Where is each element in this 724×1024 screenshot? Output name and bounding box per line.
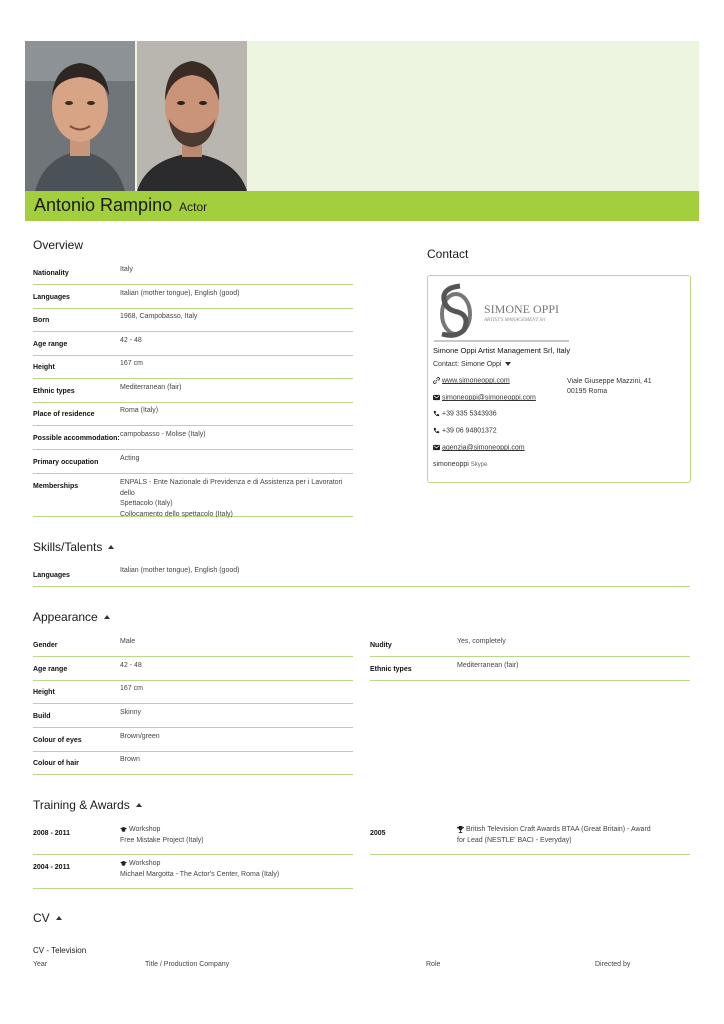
row-label: Nationality bbox=[33, 270, 69, 277]
row-value: Mediterranean (fair) bbox=[457, 662, 519, 669]
row-label: Build bbox=[33, 713, 51, 720]
overview-row bbox=[33, 454, 353, 474]
cv-column-title: Title / Production Company bbox=[145, 961, 230, 968]
training-type-line bbox=[120, 825, 353, 836]
cv-column-director: Directed by bbox=[595, 961, 631, 968]
training-detail: Michael Margotta - The Actor's Center, Roma (Italy) bbox=[120, 870, 280, 878]
email-icon bbox=[433, 444, 440, 451]
membership-line: Collocamento dello spettacolo (Italy) bbox=[120, 510, 233, 518]
collapse-icon bbox=[108, 545, 114, 549]
overview-row bbox=[33, 383, 353, 403]
profile-role: Actor bbox=[179, 200, 208, 214]
award-title: British Television Craft Awards BTAA (Great Britain) - Award bbox=[466, 826, 651, 833]
overview-heading: Overview bbox=[33, 238, 84, 252]
row-value: Roma (Italy) bbox=[120, 407, 159, 414]
email-link[interactable]: simoneoppi@simoneoppi.com bbox=[442, 394, 536, 402]
row-label: Colour of hair bbox=[33, 760, 79, 767]
contact-person: Contact: Simone Oppi bbox=[433, 361, 502, 368]
appearance-row bbox=[370, 661, 690, 681]
email-row bbox=[433, 394, 536, 401]
cv-title: CV bbox=[33, 911, 50, 925]
skills-row bbox=[33, 567, 690, 587]
cv-section-title: CV - Television bbox=[33, 946, 87, 955]
row-value: Male bbox=[120, 638, 136, 645]
training-type: Workshop bbox=[129, 826, 161, 833]
email-icon bbox=[433, 394, 440, 401]
overview-row bbox=[33, 406, 353, 426]
website-row bbox=[433, 377, 510, 384]
skype-label: Skype bbox=[470, 462, 488, 468]
appearance-row bbox=[33, 637, 353, 657]
website-link[interactable]: www.simoneoppi.com bbox=[442, 377, 510, 385]
overview-row-memberships bbox=[33, 478, 353, 517]
cv-column-role: Role bbox=[426, 961, 441, 968]
row-label: Nudity bbox=[370, 642, 392, 649]
graduation-cap-icon bbox=[120, 826, 127, 833]
row-value: Brown bbox=[120, 756, 140, 763]
row-value: Yes, completely bbox=[457, 638, 506, 645]
skills-title: Skills/Talents bbox=[33, 540, 103, 554]
contact-heading: Contact bbox=[427, 247, 469, 261]
agency-logo-sub: ARTIST'S MANAGEMENT Srl bbox=[484, 318, 546, 323]
training-detail: Free Mistake Project (Italy) bbox=[120, 836, 204, 844]
phone-icon bbox=[433, 410, 440, 417]
row-value: Acting bbox=[120, 455, 140, 462]
collapse-icon bbox=[136, 803, 142, 807]
row-value: Italian (mother tongue), English (good) bbox=[120, 290, 240, 297]
row-label: Height bbox=[33, 689, 55, 696]
appearance-title: Appearance bbox=[33, 610, 98, 624]
overview-row bbox=[33, 336, 353, 356]
trophy-icon bbox=[457, 826, 464, 833]
cv-column-year: Year bbox=[33, 961, 48, 968]
training-details bbox=[120, 825, 353, 846]
profile-name: Antonio Rampino bbox=[34, 195, 173, 215]
contact-person-dropdown[interactable] bbox=[433, 361, 511, 368]
membership-line: ENPALS - Ente Nazionale di Previdenza e di Assistenza per i Lavoratori dello bbox=[120, 479, 343, 497]
email-link[interactable]: agenzia@simoneoppi.com bbox=[442, 444, 525, 452]
overview-row bbox=[33, 359, 353, 379]
address-line: 00195 Roma bbox=[567, 388, 608, 395]
row-value: campobasso - Molise (Italy) bbox=[120, 431, 206, 438]
row-value: Italian (mother tongue), English (good) bbox=[120, 567, 240, 574]
email-row bbox=[433, 444, 525, 451]
training-details bbox=[120, 859, 353, 880]
appearance-heading[interactable] bbox=[33, 610, 110, 624]
appearance-row bbox=[33, 732, 353, 752]
agency-logo[interactable] bbox=[434, 282, 569, 342]
award-year: 2005 bbox=[370, 830, 386, 837]
row-value: Skinny bbox=[120, 709, 142, 716]
row-value: Italy bbox=[120, 266, 133, 273]
row-value: Brown/green bbox=[120, 733, 160, 740]
address bbox=[567, 377, 652, 397]
award-item bbox=[370, 825, 690, 855]
training-type: Workshop bbox=[129, 860, 161, 867]
row-value: 1968, Campobasso, Italy bbox=[120, 313, 198, 320]
name-bar bbox=[25, 191, 699, 221]
skills-heading[interactable] bbox=[33, 540, 114, 554]
row-label: Height bbox=[33, 364, 55, 371]
row-label: Gender bbox=[33, 642, 58, 649]
cv-heading[interactable] bbox=[33, 911, 62, 925]
link-icon bbox=[433, 377, 440, 384]
row-value: Mediterranean (fair) bbox=[120, 384, 182, 391]
contact-card bbox=[427, 275, 691, 483]
row-label: Languages bbox=[33, 294, 70, 301]
overview-row bbox=[33, 312, 353, 332]
profile-name-heading bbox=[34, 195, 207, 216]
phone-icon bbox=[433, 427, 440, 434]
row-label: Languages bbox=[33, 572, 70, 579]
chevron-down-icon bbox=[505, 362, 511, 366]
training-title: Training & Awards bbox=[33, 798, 130, 812]
appearance-row bbox=[33, 755, 353, 775]
appearance-row bbox=[33, 708, 353, 728]
membership-line: Spettacolo (Italy) bbox=[120, 500, 173, 507]
award-line-2: for Lead (NESTLE' BACI - Everyday) bbox=[457, 836, 572, 844]
training-heading[interactable] bbox=[33, 798, 142, 812]
row-label: Place of residence bbox=[33, 411, 95, 418]
training-item bbox=[33, 825, 353, 855]
graduation-cap-icon bbox=[120, 860, 127, 867]
address-line: Viale Giuseppe Mazzini, 41 bbox=[567, 378, 652, 385]
headshot-photo-1[interactable] bbox=[25, 41, 135, 191]
appearance-row bbox=[370, 637, 690, 657]
row-label: Born bbox=[33, 317, 50, 324]
row-label: Ethnic types bbox=[33, 388, 75, 395]
row-label: Age range bbox=[33, 666, 68, 673]
overview-row bbox=[33, 289, 353, 309]
phone-row bbox=[433, 427, 497, 434]
award-line-1 bbox=[457, 825, 690, 836]
overview-row bbox=[33, 430, 353, 450]
row-value: 42 - 48 bbox=[120, 337, 142, 344]
phone-row bbox=[433, 410, 497, 417]
row-label: Ethnic types bbox=[370, 666, 412, 673]
row-value: 167 cm bbox=[120, 360, 143, 367]
row-label: Primary occupation bbox=[33, 459, 99, 466]
agency-name: Simone Oppi Artist Management Srl, Italy bbox=[433, 346, 571, 355]
row-label: Age range bbox=[33, 341, 68, 348]
row-label: Possible accommodation: bbox=[33, 435, 120, 442]
phone-number[interactable]: +39 06 94801372 bbox=[442, 427, 497, 435]
headshot-photo-2[interactable] bbox=[137, 41, 247, 191]
appearance-row bbox=[33, 661, 353, 681]
award-details bbox=[457, 825, 690, 846]
collapse-icon bbox=[56, 916, 62, 920]
training-type-line bbox=[120, 859, 353, 870]
overview-row bbox=[33, 265, 353, 285]
training-years: 2004 - 2011 bbox=[33, 864, 70, 871]
collapse-icon bbox=[104, 615, 110, 619]
appearance-row bbox=[33, 684, 353, 704]
row-value: 167 cm bbox=[120, 685, 143, 692]
row-value: 42 - 48 bbox=[120, 662, 142, 669]
agency-logo-name: SIMONE OPPI bbox=[484, 302, 560, 316]
row-label: Memberships bbox=[33, 483, 79, 490]
skype-row[interactable] bbox=[433, 461, 487, 468]
phone-number[interactable]: +39 335 5343936 bbox=[442, 410, 497, 418]
row-value bbox=[120, 478, 353, 520]
row-label: Colour of eyes bbox=[33, 737, 82, 744]
skype-username: simoneoppi bbox=[433, 461, 469, 468]
training-years: 2008 - 2011 bbox=[33, 830, 70, 837]
training-item bbox=[33, 859, 353, 889]
